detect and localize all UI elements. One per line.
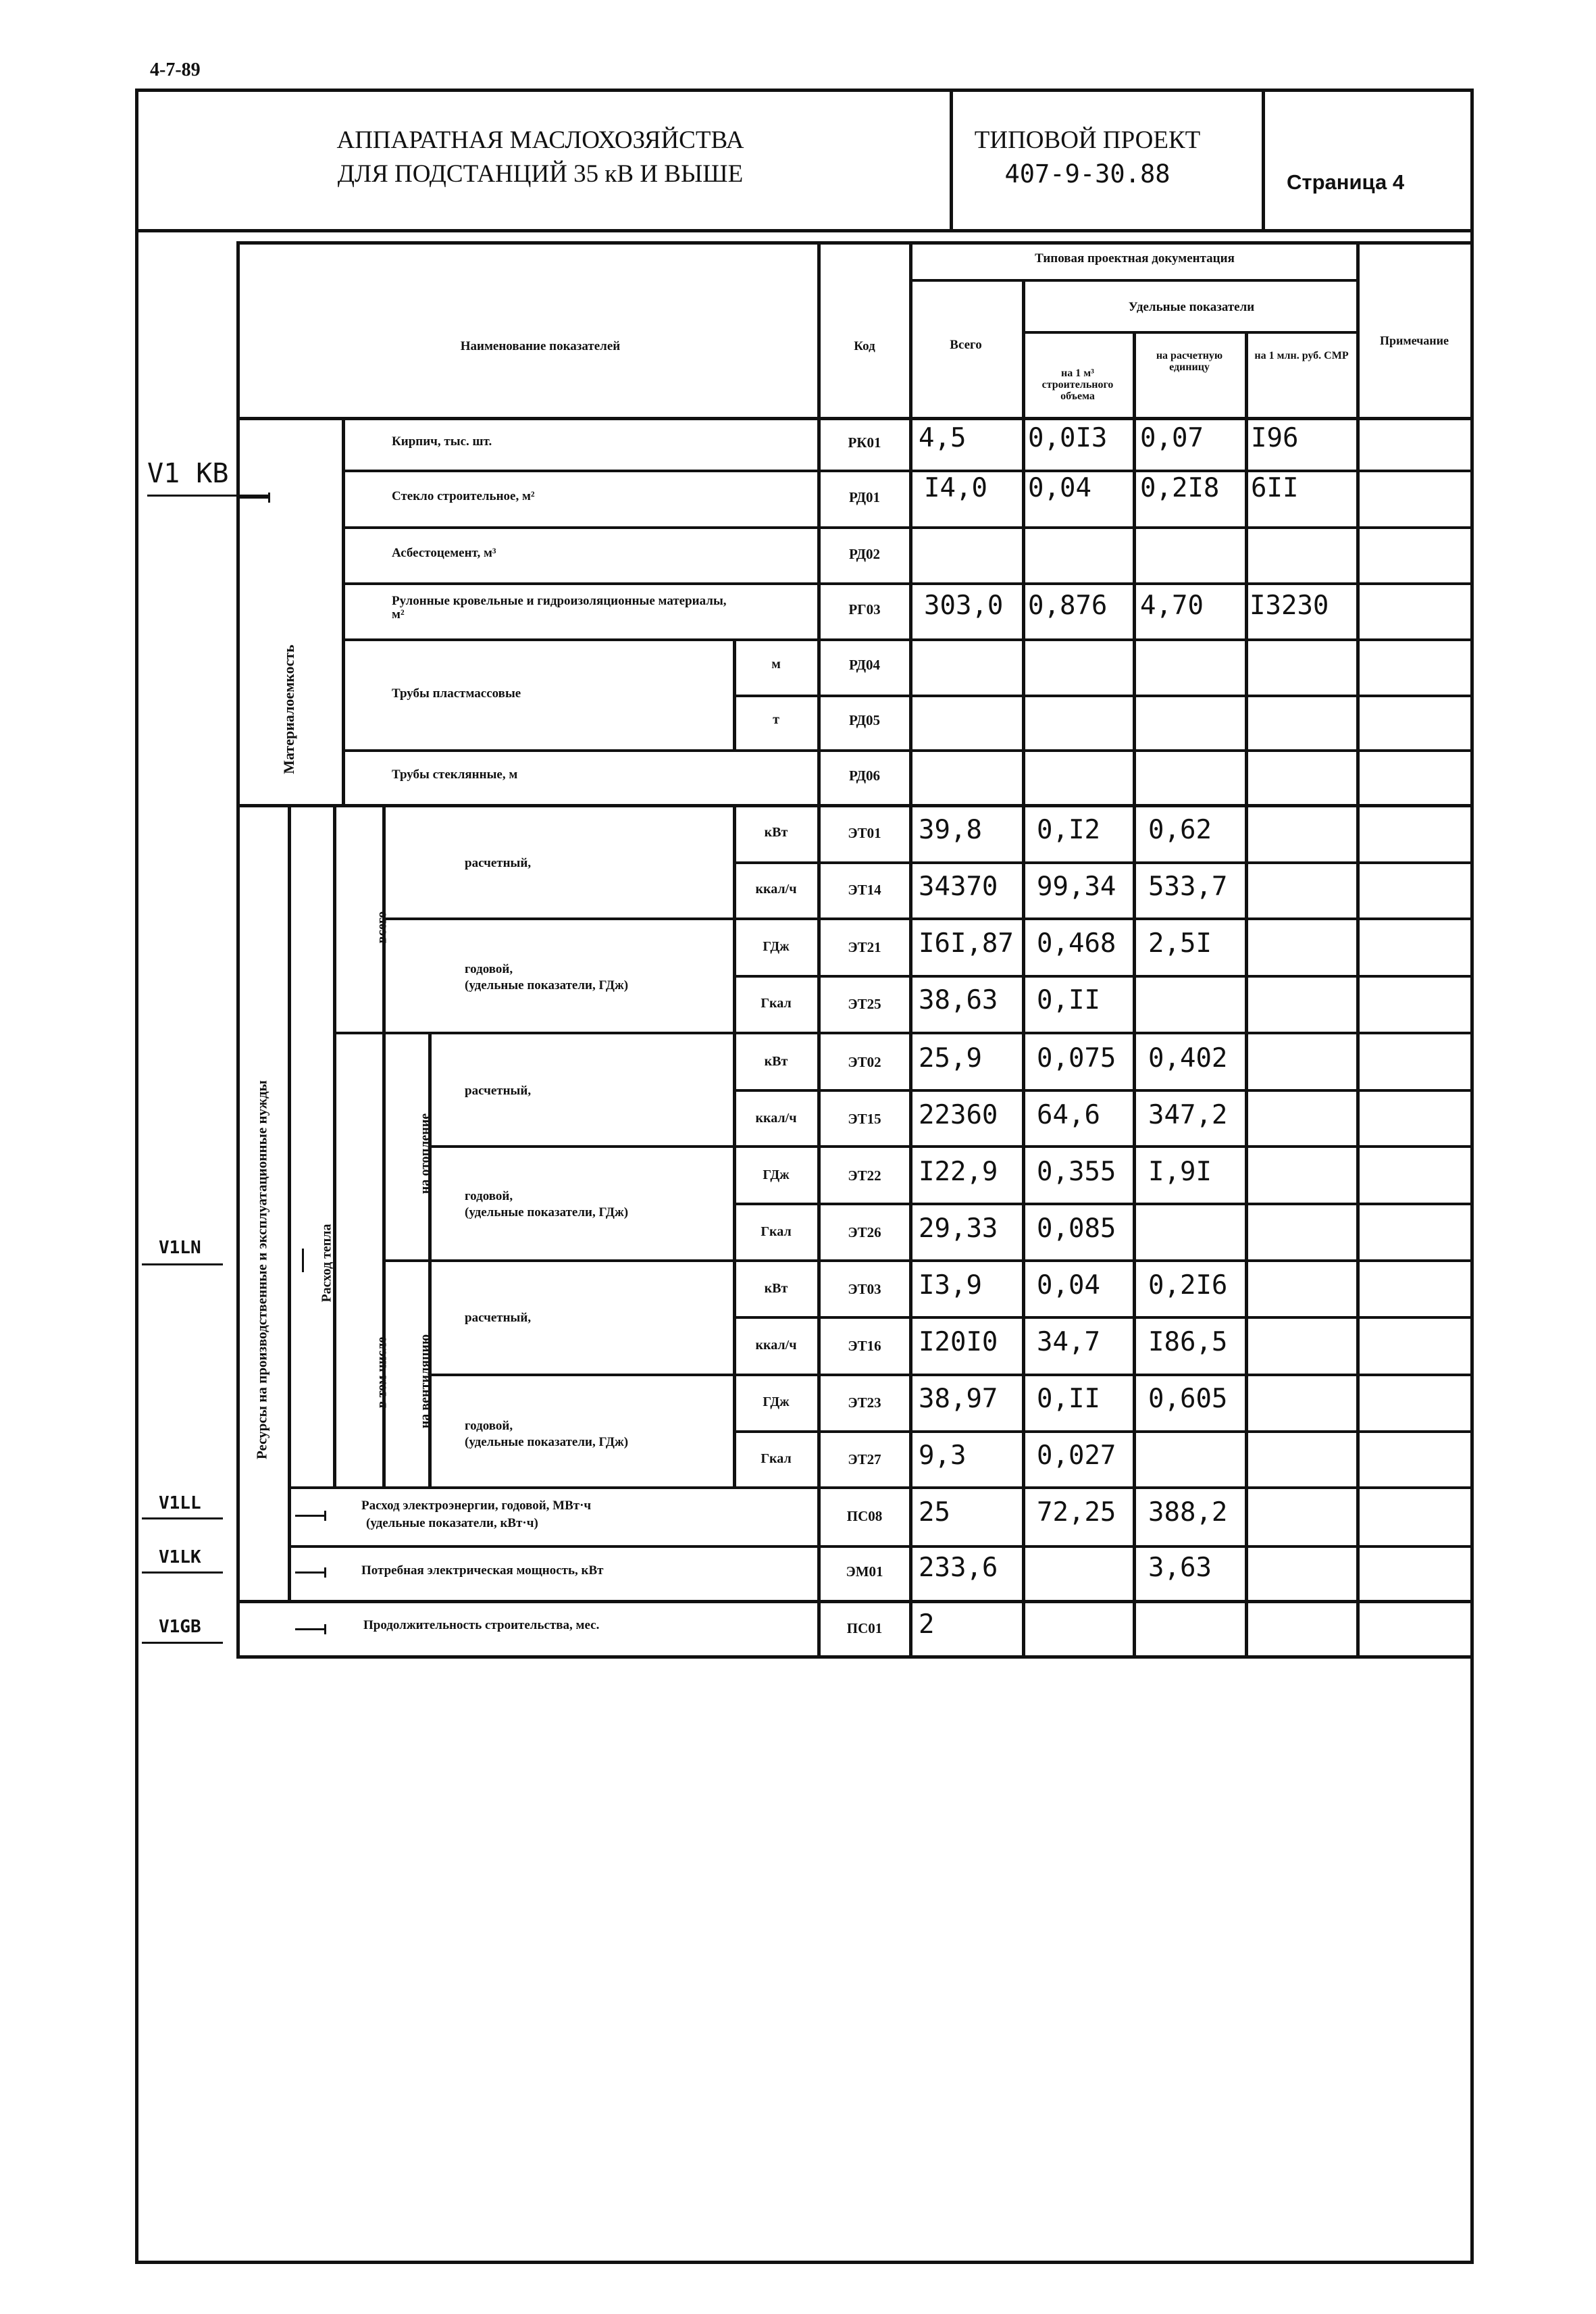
col-line-unit-heat xyxy=(733,804,736,1488)
row-line-3 xyxy=(342,582,1470,585)
material-name: Кирпич, тыс. шт. xyxy=(392,434,492,449)
heat-unit: Гкал xyxy=(761,996,792,1011)
header-doc-group: Типовая проектная документация xyxy=(1035,251,1235,266)
header-name-column: Наименование показателей xyxy=(460,339,621,353)
pipes-glass-name: Трубы стеклянные, м xyxy=(392,768,518,782)
material-name: Стекло строительное, м² xyxy=(392,489,535,503)
electricity-label: Расход электроэнергии, годовой, МВт·ч xyxy=(361,1499,592,1513)
arrow-duration xyxy=(295,1628,325,1630)
calc-label: расчетный, xyxy=(465,1311,532,1325)
header-total: Всего xyxy=(950,338,982,352)
header-note: Примечание xyxy=(1379,334,1449,347)
col-line-total xyxy=(909,241,912,1659)
heat-unit: ккал/ч xyxy=(755,1338,797,1353)
pipes-unit: т xyxy=(773,712,779,727)
material-total: I4,0 xyxy=(924,473,987,503)
electricity-code: ПС08 xyxy=(846,1508,883,1524)
material-per-mln: 6II xyxy=(1251,473,1299,503)
power-code: ЭМ01 xyxy=(846,1563,883,1580)
heat-code: ЭТ15 xyxy=(848,1111,881,1127)
heat-unit: ГДж xyxy=(763,1394,790,1409)
annual-label-sub: (удельные показатели, ГДж) xyxy=(465,1435,629,1449)
heat-per-m3: 0,085 xyxy=(1037,1213,1116,1244)
material-name: Асбестоцемент, м³ xyxy=(392,546,496,560)
heat-unit: кВт xyxy=(764,1281,788,1296)
row-line-8 xyxy=(382,917,1470,920)
material-per-mln: I96 xyxy=(1251,423,1299,453)
heat-per-m3: 0,II xyxy=(1037,985,1100,1015)
heat-per-m3: 34,7 xyxy=(1037,1327,1100,1357)
col-line-unit-pipes xyxy=(733,638,736,750)
row-line-19 xyxy=(288,1545,1470,1548)
arrow-power xyxy=(295,1571,325,1574)
heat-per-unit: 2,5I xyxy=(1148,928,1212,959)
row-line-18 xyxy=(288,1486,1470,1489)
heat-unit: Гкал xyxy=(761,1451,792,1466)
project-type-number: 407-9-30.88 xyxy=(1004,159,1170,188)
row-line-10 xyxy=(333,1032,1470,1034)
annual-label-sub: (удельные показатели, ГДж) xyxy=(465,978,629,992)
frame-top-line xyxy=(135,89,1474,92)
col-line-name xyxy=(342,417,345,807)
heat-per-unit: 0,605 xyxy=(1148,1384,1228,1414)
heat-per-unit: 0,2I6 xyxy=(1148,1270,1228,1301)
heat-total: I22,9 xyxy=(919,1157,998,1187)
heat-code: ЭТ01 xyxy=(848,825,881,841)
col-line-left xyxy=(236,241,240,1659)
group-label-heat: Расход тепла xyxy=(319,1224,334,1303)
side-underline-lk xyxy=(142,1571,223,1574)
arrow-electricity xyxy=(295,1515,325,1517)
duration-code: ПС01 xyxy=(846,1620,883,1636)
material-code: РГ03 xyxy=(848,601,881,618)
page-number-label: Страница 4 xyxy=(1287,170,1405,194)
project-title-line1: АППАРАТНАЯ МАСЛОХОЗЯЙСТВА xyxy=(336,126,744,154)
heat-code: ЭТ22 xyxy=(848,1167,881,1184)
project-type-line1: ТИПОВОЙ ПРОЕКТ xyxy=(974,126,1201,154)
heat-code: ЭТ02 xyxy=(848,1054,881,1070)
heat-unit: ГДж xyxy=(763,1167,790,1182)
heat-code: ЭТ27 xyxy=(848,1451,881,1467)
title-bottom-line xyxy=(135,229,1474,232)
duration-label: Продолжительность строительства, мес. xyxy=(363,1618,600,1632)
material-per-unit: 0,2I8 xyxy=(1140,473,1220,503)
side-underline-ln xyxy=(142,1263,223,1265)
calc-label: расчетный, xyxy=(465,1084,532,1098)
pipes-glass-code: РД06 xyxy=(848,768,881,784)
materials-bottom-line xyxy=(236,804,1470,807)
electricity-total: 25 xyxy=(919,1497,950,1528)
heat-per-unit: 347,2 xyxy=(1148,1100,1228,1130)
group-label-heating: на отопление xyxy=(417,1113,433,1194)
table-bottom-line xyxy=(236,1655,1470,1659)
heat-per-unit: I,9I xyxy=(1148,1157,1212,1187)
electricity-per-m3: 72,25 xyxy=(1037,1497,1116,1528)
material-code: РК01 xyxy=(848,434,881,451)
heat-code: ЭТ23 xyxy=(848,1394,881,1411)
electricity-sublabel: (удельные показатели, кВт·ч) xyxy=(366,1516,538,1530)
material-per-unit: 0,07 xyxy=(1140,423,1204,453)
col-line-per-mln xyxy=(1245,331,1248,1659)
material-per-unit: 4,70 xyxy=(1140,590,1204,621)
heat-code: ЭТ21 xyxy=(848,939,881,955)
side-label-gb: V1GB xyxy=(159,1617,201,1637)
side-underline-gb xyxy=(142,1642,223,1644)
table-top-line xyxy=(236,241,1470,245)
pipes-unit: м xyxy=(771,657,781,672)
col-line-resources xyxy=(288,804,291,1601)
power-total: 233,6 xyxy=(919,1553,998,1583)
header-per-unit: на расчетную единицу xyxy=(1156,350,1223,373)
heat-unit: ккал/ч xyxy=(755,882,797,897)
material-per-mln: I3230 xyxy=(1250,590,1329,621)
heat-per-unit: 0,62 xyxy=(1148,815,1212,845)
row-line-14 xyxy=(382,1259,1470,1262)
group-label-including: в том числе xyxy=(374,1336,390,1409)
duration-total: 2 xyxy=(919,1609,935,1640)
heat-per-unit: 533,7 xyxy=(1148,872,1228,902)
side-label-materials: V1 KB xyxy=(147,458,229,489)
heat-unit: ккал/ч xyxy=(755,1111,797,1126)
annual-label-sub: (удельные показатели, ГДж) xyxy=(465,1205,629,1219)
heat-per-m3: 99,34 xyxy=(1037,872,1116,902)
header-code-column: Код xyxy=(854,339,875,353)
heat-per-m3: 0,355 xyxy=(1037,1157,1116,1187)
sheet-id: 4-7-89 xyxy=(150,59,201,80)
material-per-m3: 0,876 xyxy=(1028,590,1108,621)
row-line-9 xyxy=(733,975,1470,978)
heat-unit: ГДж xyxy=(763,939,790,954)
heat-unit: кВт xyxy=(764,825,788,840)
heat-total: 34370 xyxy=(919,872,998,902)
col-line-per-m3 xyxy=(1022,279,1025,1659)
heat-total: 39,8 xyxy=(919,815,982,845)
heat-total: 25,9 xyxy=(919,1043,982,1074)
material-code: РД01 xyxy=(848,489,881,505)
side-underline-ll xyxy=(142,1517,223,1519)
col-line-per-unit xyxy=(1133,331,1136,1659)
annual-label: годовой, xyxy=(465,1419,513,1433)
heat-code: ЭТ16 xyxy=(848,1338,881,1354)
heat-total: 38,97 xyxy=(919,1384,998,1414)
group-label-total: всего xyxy=(374,911,390,944)
resources-bottom-line xyxy=(236,1600,1470,1603)
material-code: РД02 xyxy=(848,546,881,562)
col-line-note xyxy=(1356,241,1360,1659)
heat-per-m3: 0,04 xyxy=(1037,1270,1100,1301)
project-title-line2: ДЛЯ ПОДСТАНЦИЙ 35 кВ И ВЫШЕ xyxy=(337,160,744,188)
row-line-15 xyxy=(733,1316,1470,1319)
calc-label: расчетный, xyxy=(465,856,532,870)
row-line-12 xyxy=(428,1145,1470,1148)
heat-total: I6I,87 xyxy=(919,928,1014,959)
header-per-m3: на 1 м³ строительного объема xyxy=(1041,368,1114,402)
heat-per-m3: 0,075 xyxy=(1037,1043,1116,1074)
row-line-5 xyxy=(733,695,1470,697)
title-divider-2 xyxy=(1262,89,1265,232)
heat-per-m3: 64,6 xyxy=(1037,1100,1100,1130)
group-label-ventilation: на вентиляцию xyxy=(417,1334,433,1429)
row-line-1 xyxy=(342,470,1470,472)
heat-per-unit: 0,402 xyxy=(1148,1043,1228,1074)
material-total: 303,0 xyxy=(924,590,1004,621)
material-per-m3: 0,0I3 xyxy=(1028,423,1108,453)
heat-total: 29,33 xyxy=(919,1213,998,1244)
annual-label: годовой, xyxy=(465,1189,513,1203)
heat-code: ЭТ26 xyxy=(848,1224,881,1240)
side-label-ll: V1LL xyxy=(159,1493,201,1513)
heat-total: 22360 xyxy=(919,1100,998,1130)
heat-per-unit: I86,5 xyxy=(1148,1327,1228,1357)
heat-unit: кВт xyxy=(764,1054,788,1069)
material-per-m3: 0,04 xyxy=(1028,473,1091,503)
frame-bottom-line xyxy=(135,2261,1474,2264)
heat-total: I20I0 xyxy=(919,1327,998,1357)
pipes-plastic-name: Трубы пластмассовые xyxy=(392,686,521,701)
pipes-code: РД04 xyxy=(848,657,881,673)
row-line-13 xyxy=(733,1203,1470,1205)
heat-total: 9,3 xyxy=(919,1440,967,1471)
frame-left-line xyxy=(135,89,138,2264)
specific-group-line xyxy=(1023,331,1360,334)
frame-right-line xyxy=(1470,89,1474,2264)
heat-unit: Гкал xyxy=(761,1224,792,1239)
row-line-7 xyxy=(733,861,1470,864)
power-per-unit: 3,63 xyxy=(1148,1553,1212,1583)
material-name: Рулонные кровельные и гидроизоляционные материалы, м² xyxy=(392,594,727,622)
heat-total: I3,9 xyxy=(919,1270,982,1301)
row-line-6 xyxy=(342,749,1470,752)
row-line-16 xyxy=(428,1374,1470,1376)
group-label-resources: Ресурсы на производственные и эксплуатационные нужды xyxy=(253,1080,270,1460)
power-label: Потребная электрическая мощность, кВт xyxy=(361,1563,604,1578)
heat-per-m3: 0,027 xyxy=(1037,1440,1116,1471)
side-label-lk: V1LK xyxy=(159,1547,201,1567)
electricity-per-unit: 388,2 xyxy=(1148,1497,1228,1528)
heat-code: ЭТ25 xyxy=(848,996,881,1012)
heat-total: 38,63 xyxy=(919,985,998,1015)
row-line-11 xyxy=(733,1089,1470,1092)
side-label-ln: V1LN xyxy=(159,1238,201,1258)
row-line-17 xyxy=(733,1430,1470,1433)
heat-code: ЭТ03 xyxy=(848,1281,881,1297)
header-per-mln: на 1 млн. руб. СМР xyxy=(1254,350,1349,361)
heat-marker xyxy=(302,1249,304,1272)
title-divider-1 xyxy=(950,89,953,232)
annual-label: годовой, xyxy=(465,962,513,976)
header-bottom-line xyxy=(236,417,1470,420)
pipes-code: РД05 xyxy=(848,712,881,728)
arrow-materials xyxy=(236,497,269,499)
header-specific-group: Удельные показатели xyxy=(1128,300,1255,314)
material-total: 4,5 xyxy=(919,423,967,453)
heat-code: ЭТ14 xyxy=(848,882,881,898)
heat-per-m3: 0,II xyxy=(1037,1384,1100,1414)
row-line-4 xyxy=(342,638,1470,641)
heat-per-m3: 0,468 xyxy=(1037,928,1116,959)
row-line-2 xyxy=(342,526,1470,529)
group-label-materials: Материалоемкость xyxy=(280,645,297,774)
heat-per-m3: 0,I2 xyxy=(1037,815,1100,845)
doc-group-line xyxy=(910,279,1360,282)
col-line-heat xyxy=(333,804,336,1488)
